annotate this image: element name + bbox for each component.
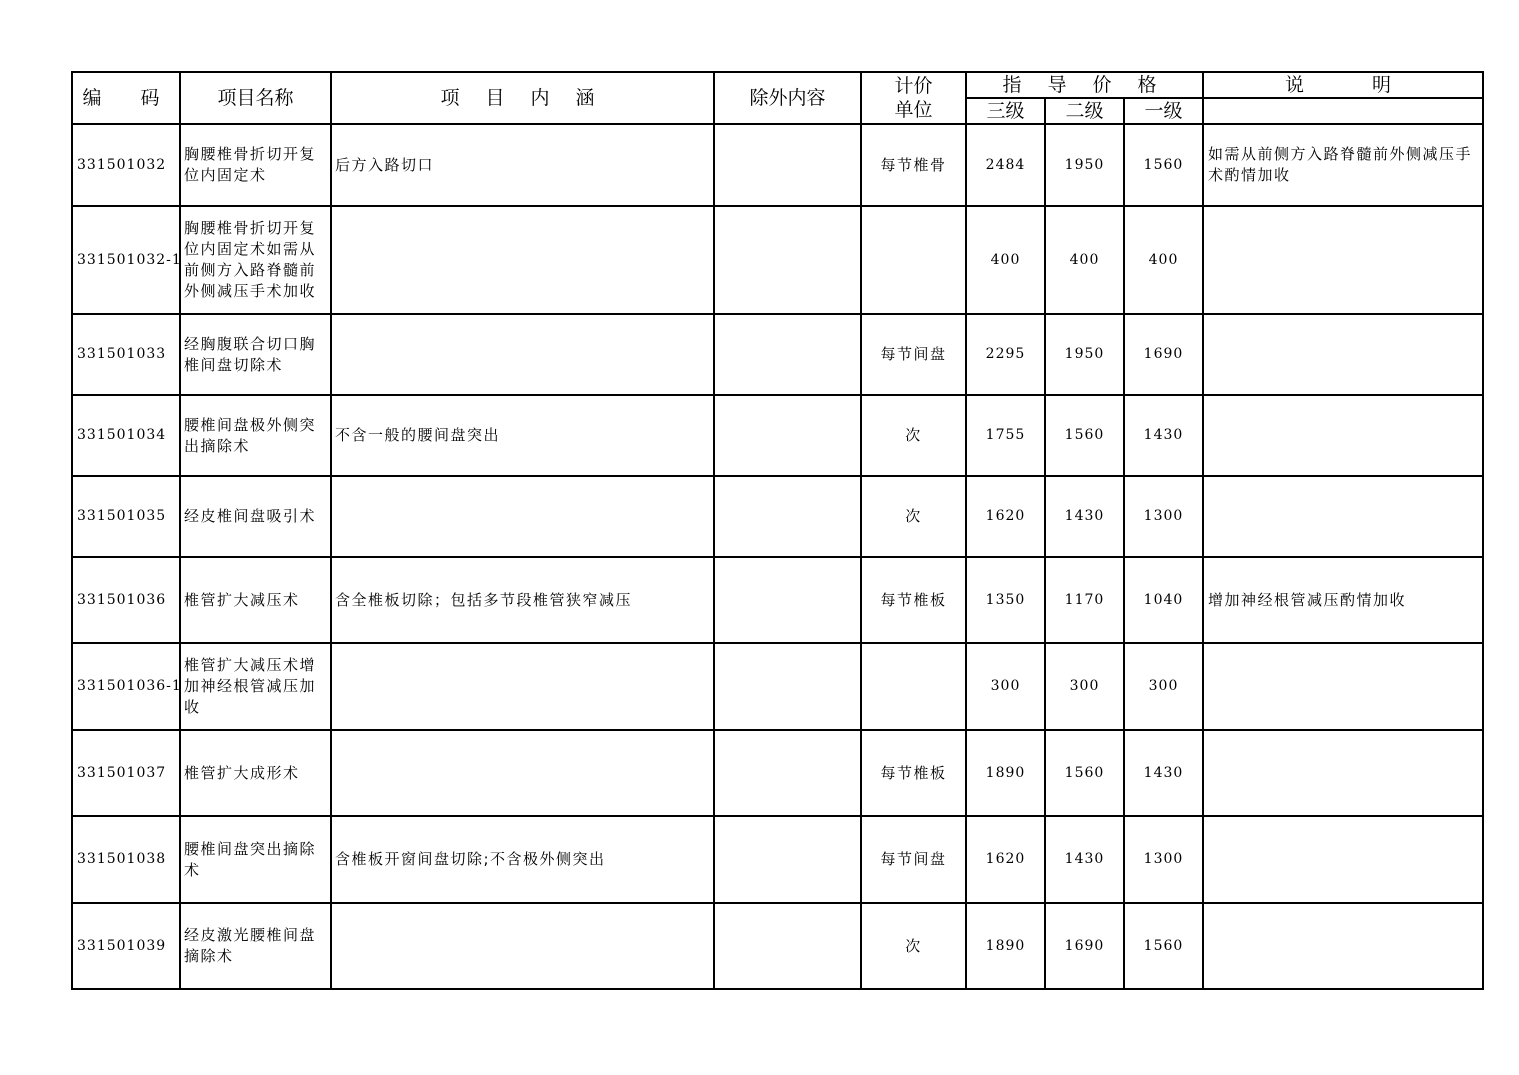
cell-content: [331, 903, 714, 989]
cell-unit: 次: [861, 476, 966, 557]
header-unit: 计价单位: [861, 72, 966, 124]
cell-price-level1: 1040: [1124, 557, 1203, 643]
cell-price-level1: 1430: [1124, 730, 1203, 816]
cell-unit: 每节间盘: [861, 314, 966, 395]
price-table: [71, 71, 1484, 990]
cell-price-level1: 1690: [1124, 314, 1203, 395]
cell-price-level3: 1890: [966, 730, 1045, 816]
cell-code: 331501032-1: [72, 206, 180, 314]
cell-code: 331501034: [72, 395, 180, 476]
cell-price-level2: 1950: [1045, 124, 1124, 206]
cell-note: 增加神经根管减压酌情加收: [1203, 557, 1483, 643]
cell-price-level3: 300: [966, 643, 1045, 730]
cell-name: 经胸腹联合切口胸椎间盘切除术: [180, 314, 331, 395]
cell-price-level3: 1620: [966, 476, 1045, 557]
cell-content: 后方入路切口: [331, 124, 714, 206]
cell-price-level1: 1300: [1124, 476, 1203, 557]
table-row: [72, 643, 1483, 730]
cell-name: 椎管扩大减压术: [180, 557, 331, 643]
cell-unit: 每节椎骨: [861, 124, 966, 206]
table-body: [72, 124, 1483, 989]
cell-price-level1: 300: [1124, 643, 1203, 730]
cell-exclude: [714, 643, 861, 730]
cell-content: [331, 206, 714, 314]
cell-exclude: [714, 557, 861, 643]
cell-price-level2: 300: [1045, 643, 1124, 730]
cell-price-level3: 1890: [966, 903, 1045, 989]
header-level2: 二级: [1045, 98, 1124, 124]
cell-exclude: [714, 206, 861, 314]
table-row: [72, 314, 1483, 395]
cell-unit: 次: [861, 395, 966, 476]
table-row: [72, 903, 1483, 989]
cell-code: 331501032: [72, 124, 180, 206]
cell-note: [1203, 395, 1483, 476]
cell-name: 椎管扩大减压术增加神经根管减压加收: [180, 643, 331, 730]
header-content: 项 目 内 涵: [331, 72, 714, 124]
header-code: 编 码: [72, 72, 180, 124]
cell-name: 胸腰椎骨折切开复位内固定术如需从前侧方入路脊髓前外侧减压手术加收: [180, 206, 331, 314]
header-note: 说 明: [1203, 72, 1483, 98]
cell-name: 胸腰椎骨折切开复位内固定术: [180, 124, 331, 206]
table-row: [72, 124, 1483, 206]
cell-price-level3: 1755: [966, 395, 1045, 476]
cell-price-level2: 400: [1045, 206, 1124, 314]
cell-note: [1203, 816, 1483, 903]
table-header: [72, 72, 1483, 124]
cell-name: 腰椎间盘突出摘除术: [180, 816, 331, 903]
header-price-group: 指 导 价 格: [966, 72, 1203, 98]
cell-unit: [861, 206, 966, 314]
cell-price-level3: 1350: [966, 557, 1045, 643]
cell-price-level2: 1430: [1045, 816, 1124, 903]
cell-unit: [861, 643, 966, 730]
cell-price-level1: 1560: [1124, 903, 1203, 989]
table-row: [72, 730, 1483, 816]
cell-code: 331501039: [72, 903, 180, 989]
cell-exclude: [714, 124, 861, 206]
cell-content: [331, 314, 714, 395]
cell-exclude: [714, 395, 861, 476]
cell-price-level2: 1950: [1045, 314, 1124, 395]
cell-exclude: [714, 476, 861, 557]
header-level1: 一级: [1124, 98, 1203, 124]
cell-price-level1: 400: [1124, 206, 1203, 314]
table-row: [72, 816, 1483, 903]
cell-price-level3: 2295: [966, 314, 1045, 395]
table-row: [72, 395, 1483, 476]
cell-name: 经皮激光腰椎间盘摘除术: [180, 903, 331, 989]
cell-price-level2: 1560: [1045, 730, 1124, 816]
table-row: [72, 206, 1483, 314]
header-note-sub: [1203, 98, 1483, 124]
table-row: [72, 557, 1483, 643]
cell-note: [1203, 314, 1483, 395]
cell-unit: 次: [861, 903, 966, 989]
cell-name: 腰椎间盘极外侧突出摘除术: [180, 395, 331, 476]
cell-code: 331501033: [72, 314, 180, 395]
cell-name: 经皮椎间盘吸引术: [180, 476, 331, 557]
table-row: [72, 476, 1483, 557]
cell-content: [331, 476, 714, 557]
cell-price-level2: 1560: [1045, 395, 1124, 476]
cell-note: [1203, 643, 1483, 730]
cell-code: 331501036: [72, 557, 180, 643]
cell-content: 含全椎板切除；包括多节段椎管狭窄减压: [331, 557, 714, 643]
cell-price-level2: 1430: [1045, 476, 1124, 557]
cell-exclude: [714, 730, 861, 816]
cell-unit: 每节间盘: [861, 816, 966, 903]
cell-unit: 每节椎板: [861, 557, 966, 643]
cell-content: [331, 730, 714, 816]
cell-price-level1: 1430: [1124, 395, 1203, 476]
header-name: 项目名称: [180, 72, 331, 124]
cell-code: 331501038: [72, 816, 180, 903]
cell-name: 椎管扩大成形术: [180, 730, 331, 816]
cell-price-level1: 1560: [1124, 124, 1203, 206]
cell-price-level1: 1300: [1124, 816, 1203, 903]
cell-note: 如需从前侧方入路脊髓前外侧减压手术酌情加收: [1203, 124, 1483, 206]
cell-exclude: [714, 314, 861, 395]
cell-note: [1203, 903, 1483, 989]
header-exclude: 除外内容: [714, 72, 861, 124]
cell-content: [331, 643, 714, 730]
cell-code: 331501035: [72, 476, 180, 557]
cell-note: [1203, 730, 1483, 816]
cell-code: 331501036-1: [72, 643, 180, 730]
cell-price-level3: 400: [966, 206, 1045, 314]
cell-code: 331501037: [72, 730, 180, 816]
cell-content: 不含一般的腰间盘突出: [331, 395, 714, 476]
cell-price-level2: 1690: [1045, 903, 1124, 989]
cell-content: 含椎板开窗间盘切除;不含极外侧突出: [331, 816, 714, 903]
cell-exclude: [714, 816, 861, 903]
header-level3: 三级: [966, 98, 1045, 124]
cell-price-level3: 2484: [966, 124, 1045, 206]
cell-note: [1203, 476, 1483, 557]
cell-price-level2: 1170: [1045, 557, 1124, 643]
cell-note: [1203, 206, 1483, 314]
cell-price-level3: 1620: [966, 816, 1045, 903]
cell-exclude: [714, 903, 861, 989]
cell-unit: 每节椎板: [861, 730, 966, 816]
